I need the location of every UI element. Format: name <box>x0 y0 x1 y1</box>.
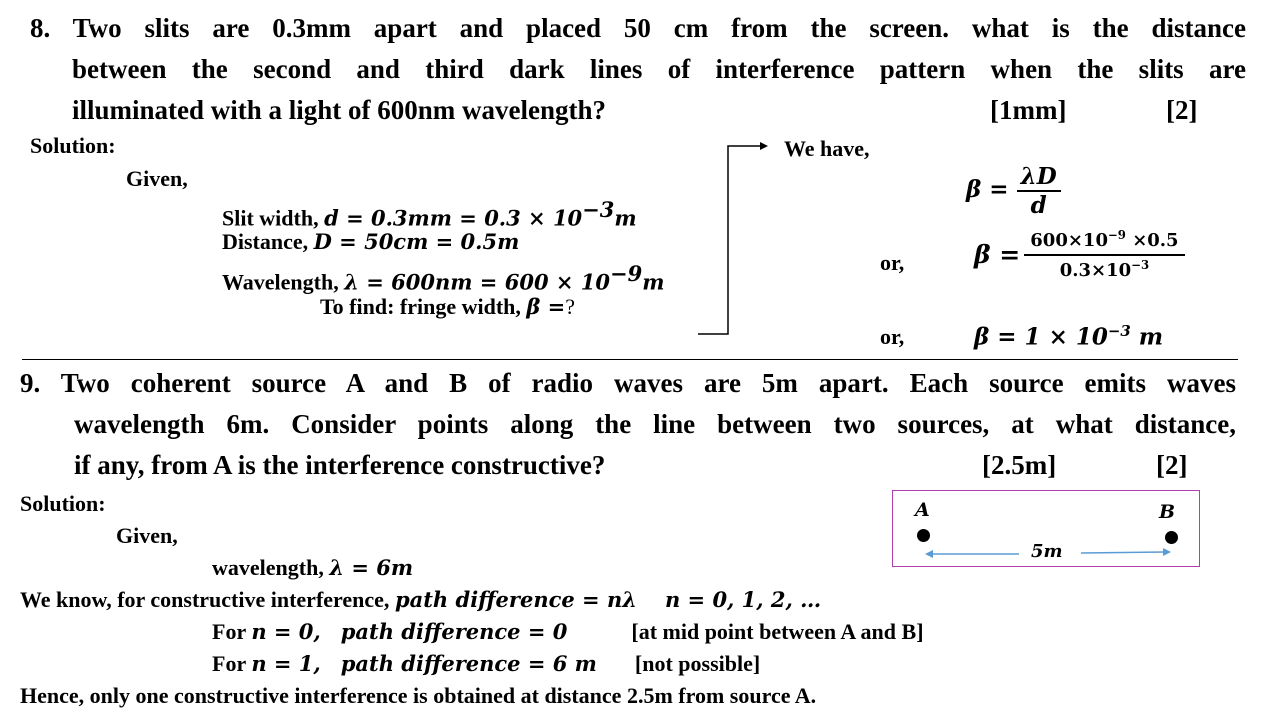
q9-solution-label: Solution: <box>20 491 106 516</box>
q8-wave-math: λ = 600nm = 600 × 10 <box>344 269 610 295</box>
q9-for-n1 <box>212 651 760 677</box>
q9-for0-n: n = 0, <box>251 619 321 644</box>
q9-line2: wavelength 6m. Consider points along the line between two sources, at what distance, <box>74 409 1236 439</box>
q8-f3-exp: −3 <box>1107 322 1131 340</box>
q8-find-q: ? <box>565 294 576 319</box>
q9-n-values: n = 0, 1, 2, … <box>664 587 822 612</box>
q8-f1-den: d <box>1030 192 1047 219</box>
q9-conclusion: Hence, only one constructive interference is obtained at distance 2.5m from source A. <box>20 683 817 708</box>
q8-slit-label: Slit width, <box>222 205 325 231</box>
q9-for0-math: path difference = 0 <box>340 619 568 644</box>
q8-f1-num: λD <box>1017 163 1061 192</box>
q8-or2: or, <box>880 324 905 349</box>
q8-f1-lhs: β = <box>966 176 1009 203</box>
q8-wavelength <box>222 261 664 295</box>
q8-f2-den <box>1024 256 1184 281</box>
q9-know-label: We know, for constructive interference, <box>20 587 395 612</box>
q9-marks: [2] <box>1156 450 1188 480</box>
q8-dist-label: Distance, <box>222 229 314 254</box>
q9-for0-note: [at mid point between A and B] <box>631 619 924 644</box>
q9-answer: [2.5m] <box>982 450 1057 480</box>
q8-given-label: Given, <box>126 166 188 191</box>
q8-solution-label: Solution: <box>30 133 116 158</box>
q8-formula2 <box>974 228 1185 281</box>
q9-line3: if any, from A is the interference constructive? <box>74 450 606 480</box>
q8-wave-exp: −9 <box>610 261 643 286</box>
q8-f3-math: β = 1 × 10 <box>974 323 1108 351</box>
q8-we-have: We have, <box>784 136 870 161</box>
q8-f2-den-a: 0.3×10 <box>1059 260 1132 281</box>
q9-for1-note: [not possible] <box>634 651 761 676</box>
q8-question <box>30 8 1246 90</box>
connector-arrow-icon <box>690 138 770 340</box>
q8-formula3 <box>974 322 1163 351</box>
q9-given-label: Given, <box>116 523 178 548</box>
q8-slit-exp: −3 <box>582 197 615 222</box>
q8-f2-num <box>1024 228 1184 256</box>
q8-slit-math: d = 0.3mm = 0.3 × 10 <box>324 205 583 231</box>
q8-line1: 8. Two slits are 0.3mm apart and placed 50 cm from the screen. what is the distance <box>30 13 1246 43</box>
source-a-dot <box>917 529 930 542</box>
q9-know-math: path difference = nλ <box>394 587 637 612</box>
sources-diagram <box>892 490 1200 567</box>
q8-f2-num-exp: −9 <box>1107 228 1126 242</box>
q9-wave-math: λ = 6m <box>329 555 414 580</box>
distance-arrow-icon <box>923 547 1173 561</box>
q8-slit-width <box>222 197 637 231</box>
q9-for0-label: For <box>212 619 252 644</box>
distance-label: 5m <box>1031 541 1063 562</box>
q9-for1-label: For <box>212 651 252 676</box>
q8-f2-den-exp: −3 <box>1131 258 1150 272</box>
q8-marks: [2] <box>1166 95 1198 125</box>
q9-wavelength <box>212 555 413 581</box>
q9-we-know <box>20 587 821 613</box>
q8-f3-unit: m <box>1130 323 1164 351</box>
q9-question <box>20 363 1236 445</box>
source-b-label: B <box>1159 501 1176 523</box>
section-divider <box>22 359 1238 360</box>
q9-for1-n: n = 1, <box>251 651 321 676</box>
q8-find-label: To find: fringe width, <box>320 294 527 319</box>
source-b-dot <box>1165 531 1178 544</box>
q8-wave-unit: m <box>642 269 665 295</box>
q9-for-n0 <box>212 619 924 645</box>
q8-formula1 <box>966 163 1061 219</box>
q8-f2-fraction <box>1024 228 1184 281</box>
q8-line2: between the second and third dark lines of interference pattern when the slits are <box>72 54 1246 84</box>
source-a-label: A <box>915 499 930 521</box>
q8-dist-math: D = 50cm = 0.5m <box>313 229 520 254</box>
q8-or1: or, <box>880 250 905 275</box>
q8-f2-num-b: ×0.5 <box>1125 230 1179 251</box>
q9-line1: 9. Two coherent source A and B of radio waves are 5m apart. Each source emits waves <box>20 368 1236 398</box>
q8-f2-num-a: 600×10 <box>1030 230 1108 251</box>
q9-for1-math: path difference = 6 m <box>340 651 597 676</box>
q8-answer: [1mm] <box>990 95 1067 125</box>
q8-slit-unit: m <box>614 205 637 231</box>
q9-wave-label: wavelength, <box>212 555 330 580</box>
q8-f2-lhs: β = <box>974 240 1021 269</box>
q8-line3: illuminated with a light of 600nm wavelength? <box>72 95 607 125</box>
q8-to-find <box>320 294 575 320</box>
q8-f1-fraction <box>1017 163 1061 219</box>
q8-distance <box>222 229 519 255</box>
q8-find-math: β = <box>526 294 566 319</box>
q8-wave-label: Wavelength, <box>222 269 345 295</box>
